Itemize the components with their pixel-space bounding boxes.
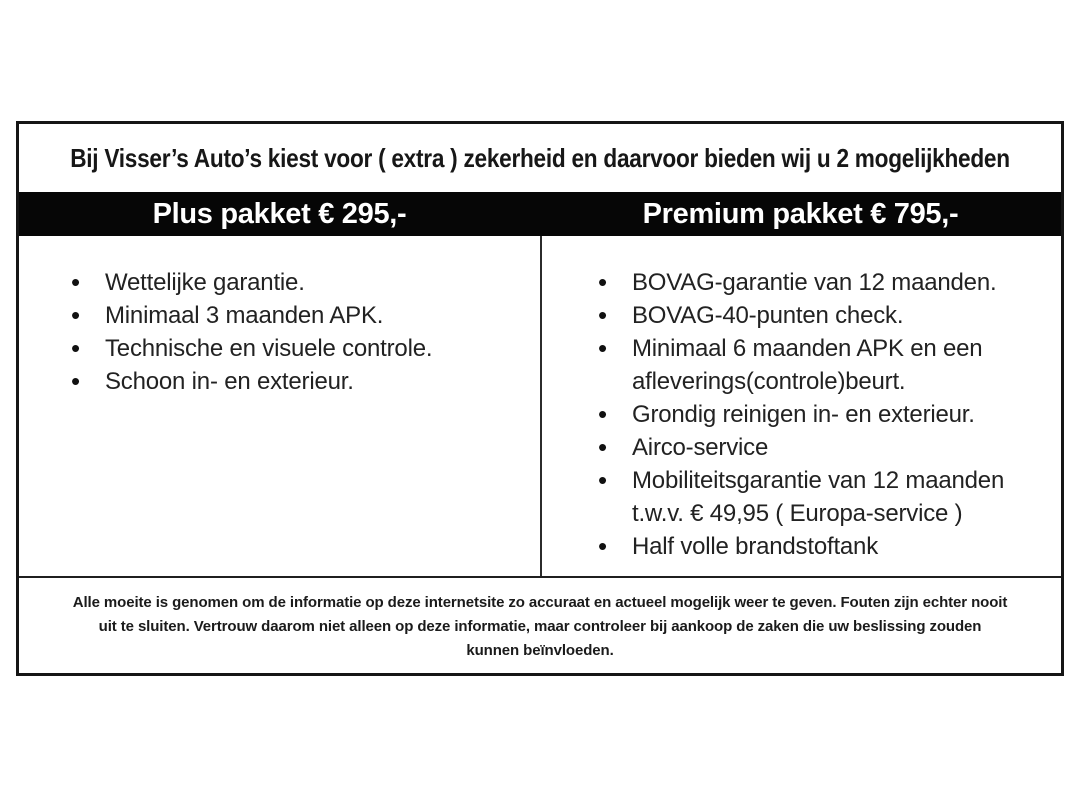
list-item: • BOVAG-garantie van 12 maanden. xyxy=(598,266,1041,299)
list-item: • Schoon in- en exterieur. xyxy=(71,365,526,398)
packages-table xyxy=(16,121,1064,676)
package-columns xyxy=(19,236,1061,576)
list-item: • Grondig reinigen in- en exterieur. xyxy=(598,398,1041,431)
list-item: • Wettelijke garantie. xyxy=(71,266,526,299)
plus-feature-list xyxy=(19,266,540,398)
package-header-bar xyxy=(19,192,1061,236)
disclaimer-text: uit te sluiten. Vertrouw daarom niet alleen op deze informatie, maar controleer bij aankoop de zaken die uw beslissing zouden xyxy=(98,618,982,635)
disclaimer-footer xyxy=(19,576,1061,673)
plus-package-header: Plus pakket € 295,- xyxy=(152,197,407,230)
list-item: • Minimaal 3 maanden APK. xyxy=(71,299,526,332)
list-item: • Technische en visuele controle. xyxy=(71,332,526,365)
list-item: • Mobiliteitsgarantie van 12 maanden t.w.v. € 49,95 ( Europa-service ) xyxy=(598,464,1041,530)
list-item: • BOVAG-40-punten check. xyxy=(598,299,1041,332)
list-item: • Minimaal 6 maanden APK en een afleverings(controle)beurt. xyxy=(598,332,1041,398)
premium-feature-list xyxy=(542,266,1061,563)
disclaimer-text: kunnen beïnvloeden. xyxy=(466,642,614,659)
table-title: Bij Visser’s Auto’s kiest voor ( extra ) zekerheid en daarvoor bieden wij u 2 mogelijkheden xyxy=(70,142,1010,173)
premium-package-column xyxy=(540,236,1061,576)
plus-package-column xyxy=(19,236,540,576)
disclaimer-text: Alle moeite is genomen om de informatie op deze internetsite zo accuraat en actueel mogelijk weer te geven. Fouten zijn echter nooit xyxy=(72,594,1008,611)
table-title-row xyxy=(19,124,1061,192)
list-item: • Airco-service xyxy=(598,431,1041,464)
list-item: • Half volle brandstoftank xyxy=(598,530,1041,563)
premium-package-header: Premium pakket € 795,- xyxy=(642,197,959,230)
